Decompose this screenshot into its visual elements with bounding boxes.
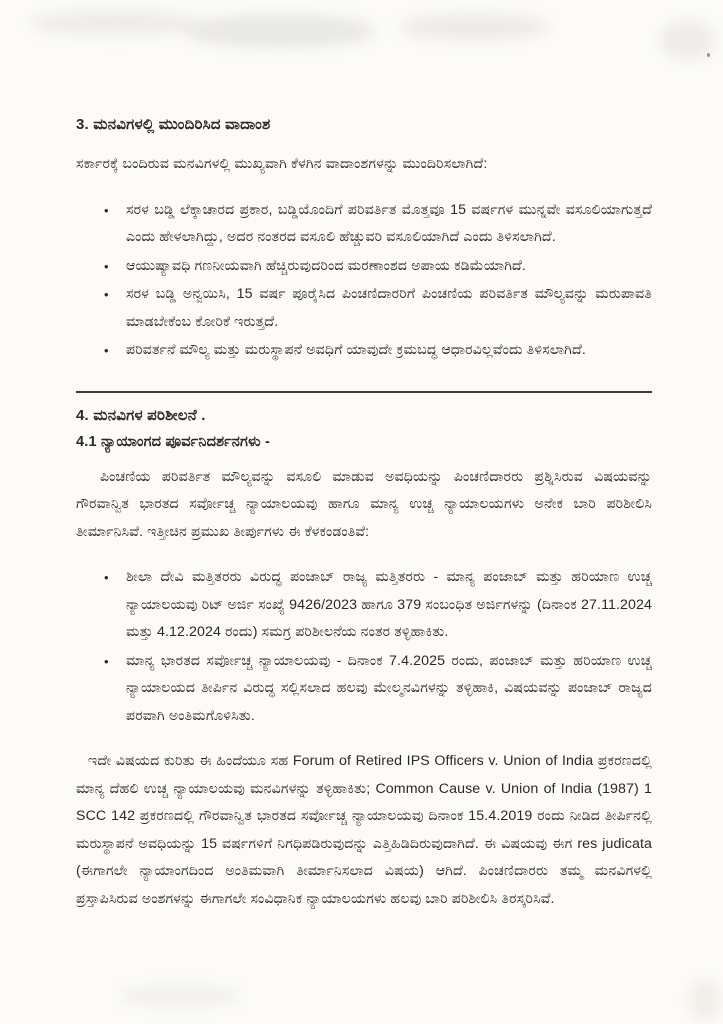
section-3-bullet-list <box>76 197 652 365</box>
list-item <box>76 564 652 647</box>
section-4-intro: ಪಿಂಚಣಿಯ ಪರಿವರ್ತಿತ ಮೌಲ್ಯವನ್ನು ವಸೂಲಿ ಮಾಡುವ ಅವಧಿಯನ್ನು ಪಿಂಚಣಿದಾರರು ಪ್ರಶ್ನಿಸಿರುವ ವಿಷಯವನ್ನು ಗೌರವಾನ್ವಿತ ಭಾರತದ ಸರ್ವೋಚ್ಚ ನ್ಯಾಯಾಲಯವು ಹಾಗೂ ಮಾನ್ಯ ಉಚ್ಚ ನ್ಯಾಯಾಲಯಗಳು ಅನೇಕ ಬಾರಿ ಪರಿಶೀಲಿಸಿ ತೀರ್ಮಾನಿಸಿವೆ. ಇತ್ತೀಚಿನ ಪ್ರಮುಖ ತೀರ್ಪುಗಳು ಈ ಕೆಳಕಂಡಂತಿವೆ: <box>76 468 652 540</box>
bullet-dot-icon: • <box>104 653 109 669</box>
section-4-1-subheading: 4.1 ನ್ಯಾಯಾಂಗದ ಪೂರ್ವನಿದರ್ಶನಗಳು - <box>76 433 271 450</box>
scan-artifact <box>120 985 240 1007</box>
scan-artifact <box>660 20 715 60</box>
document-content <box>76 116 652 931</box>
bullet-dot-icon: • <box>104 570 109 585</box>
section-4-closing-paragraph: ಇದೇ ವಿಷಯದ ಕುರಿತು ಈ ಹಿಂದೆಯೂ ಸಹ Forum of Retired IPS Officers v. Union of India ಪ್ರಕರಣದಲ್ಲಿ ಮಾನ್ಯ ದೆಹಲಿ ಉಚ್ಚ ನ್ಯಾಯಾಲಯವು ಮನವಿಗಳನ್ನು ತಳ್ಳಿಹಾಕಿತು; Common Cause v. Union of India (1987) 1 SCC 142 ಪ್ರಕರಣದಲ್ಲಿ ಗೌರವಾನ್ವಿತ ಭಾರತದ ಸರ್ವೋಚ್ಚ ನ್ಯಾಯಾಲಯವು ದಿನಾಂಕ 15.4.2019 ರಂದು ನೀಡಿದ ತೀರ್ಪಿನಲ್ಲಿ ಮರುಸ್ಥಾಪನೆ ಅವಧಿಯನ್ನು 15 ವರ್ಷಗಳಿಗೆ ನಿಗಧಿಪಡಿರುವುದನ್ನು ಎತ್ತಿಹಿಡಿದಿರುವುದಾಗಿದೆ. ಈ ವಿಷಯವು ಈಗ res judicata (ಈಗಾಗಲೇ ನ್ಯಾಯಾಂಗದಿಂದ ಅಂತಿಮವಾಗಿ ತೀರ್ಮಾನಿಸಲಾದ ವಿಷಯ) ಆಗಿದೆ. ಪಿಂಚಣಿದಾರರು ತಮ್ಮ ಮನವಿಗಳಲ್ಲಿ ಪ್ರಸ್ತಾಪಿಸಿರುವ ಅಂಶಗಳನ್ನು ಈಗಾಗಲೇ ಸಂವಿಧಾನಿಕ ನ್ಯಾಯಾಲಯಗಳು ಹಲವು ಬಾರಿ ಪರಿಶೀಲಿಸಿ ತಿರಸ್ಕರಿಸಿವೆ. <box>76 753 652 907</box>
bullet-text: ಸರಳ ಬಡ್ಡಿ ಲೆಕ್ಕಾಚಾರದ ಪ್ರಕಾರ, ಬಡ್ಡಿಯೊಂದಿಗೆ ಪರಿವರ್ತಿತ ಮೊತ್ತವೂ 15 ವರ್ಷಗಳ ಮುನ್ನವೇ ವಸೂಲಿಯಾಗುತ್ತದೆ ಎಂದು ಹೇಳಲಾಗಿದ್ದು, ಅದರ ನಂತರದ ವಸೂಲಿ ಹೆಚ್ಚುವರಿ ವಸೂಲಿಯಾಗಿದೆ ಎಂದು ತಿಳಿಸಲಾಗಿದೆ. <box>126 201 652 245</box>
bullet-text: ಮಾನ್ಯ ಭಾರತದ ಸರ್ವೋಚ್ಚ ನ್ಯಾಯಾಲಯವು - ದಿನಾಂಕ 7.4.2025 ರಂದು, ಪಂಜಾಬ್ ಮತ್ತು ಹರಿಯಾಣ ಉಚ್ಚ ನ್ಯಾಯಾಲಯದ ತೀರ್ಪಿನ ವಿರುದ್ಧ ಸಲ್ಲಿಸಲಾದ ಹಲವು ಮೇಲ್ಮನವಿಗಳನ್ನು ತಳ್ಳಿಹಾಕಿ, ವಿಷಯವನ್ನು ಪಂಜಾಬ್ ರಾಜ್ಯದ ಪರವಾಗಿ ಅಂತಿಮಗೊಳಿಸಿತು. <box>126 652 652 724</box>
list-item <box>76 648 652 731</box>
section-4-heading: 4. ಮನವಿಗಳ ಪರಿಶೀಲನೆ . <box>76 406 206 424</box>
bullet-dot-icon: • <box>104 202 109 218</box>
section-4-bullet-list <box>76 564 652 730</box>
scan-artifact <box>400 14 550 40</box>
bullet-dot-icon: • <box>104 343 109 358</box>
spacer <box>76 740 652 748</box>
bullet-text: ಸರಳ ಬಡ್ಡಿ ಅನ್ವಯಿಸಿ, 15 ವರ್ಷ ಪೂರೈಸಿದ ಪಿಂಚಣಿದಾರರಿಗೆ ಪಿಂಚಣಿಯ ಪರಿವರ್ತಿತ ಮೌಲ್ಯವನ್ನು ಮರುಪಾವತಿ ಮಾಡಬೇಕೆಂಬ ಕೋರಿಕೆ ಇರುತ್ತದೆ. <box>126 286 652 330</box>
bullet-dot-icon: • <box>104 287 109 302</box>
section-3-heading: 3. ಮನವಿಗಳಲ್ಲಿ ಮುಂದಿರಿಸಿದ ವಾದಾಂಶ <box>76 116 271 133</box>
bullet-text: ಪರಿವರ್ತನೆ ಮೌಲ್ಯ ಮತ್ತು ಮರುಸ್ಥಾಪನೆ ಅವಧಿಗೆ ಯಾವುದೇ ಕ್ರಮಬದ್ಧ ಆಧಾರವಿಲ್ಲವೆಂದು ತಿಳಿಸಲಾಗಿದೆ. <box>126 342 586 358</box>
list-item <box>76 281 652 336</box>
section-divider <box>76 391 652 393</box>
scan-artifact <box>690 980 720 1020</box>
bullet-text: ಆಯುಷ್ಯಾವಧಿ ಗಣನೀಯವಾಗಿ ಹೆಚ್ಚಿರುವುದರಿಂದ ಮರಣಾಂಶದ ಅಪಾಯ ಕಡಿಮೆಯಾಗಿದೆ. <box>126 257 526 274</box>
scan-artifact <box>30 10 200 36</box>
list-item <box>76 253 652 281</box>
scan-artifact <box>185 14 375 48</box>
list-item <box>76 337 652 365</box>
section-3-intro: ಸರ್ಕಾರಕ್ಕೆ ಬಂದಿರುವ ಮನವಿಗಳಲ್ಲಿ ಮುಖ್ಯವಾಗಿ ಕೆಳಗಿನ ವಾದಾಂಶಗಳನ್ನು ಮುಂದಿರಿಸಲಾಗಿದೆ: <box>76 156 488 172</box>
scan-speck <box>707 53 710 57</box>
bullet-dot-icon: • <box>104 258 109 274</box>
list-item <box>76 197 652 252</box>
bullet-text: ಶೀಲಾ ದೇವಿ ಮತ್ತಿತರರು ವಿರುದ್ಧ ಪಂಜಾಬ್ ರಾಜ್ಯ ಮತ್ತಿತರರು - ಮಾನ್ಯ ಪಂಜಾಬ್ ಮತ್ತು ಹರಿಯಾಣ ಉಚ್ಚ ನ್ಯಾಯಾಲಯವು ರಿಟ್ ಅರ್ಜಿ ಸಂಖ್ಯೆ 9426/2023 ಹಾಗೂ 379 ಸಂಬಂಧಿತ ಅರ್ಜಿಗಳನ್ನು (ದಿನಾಂಕ 27.11.2024 ಮತ್ತು 4.12.2024 ರಂದು) ಸಮಗ್ರ ಪರಿಶೀಲನೆಯ ನಂತರ ತಳ್ಳಿಹಾಕಿತು. <box>126 569 652 640</box>
